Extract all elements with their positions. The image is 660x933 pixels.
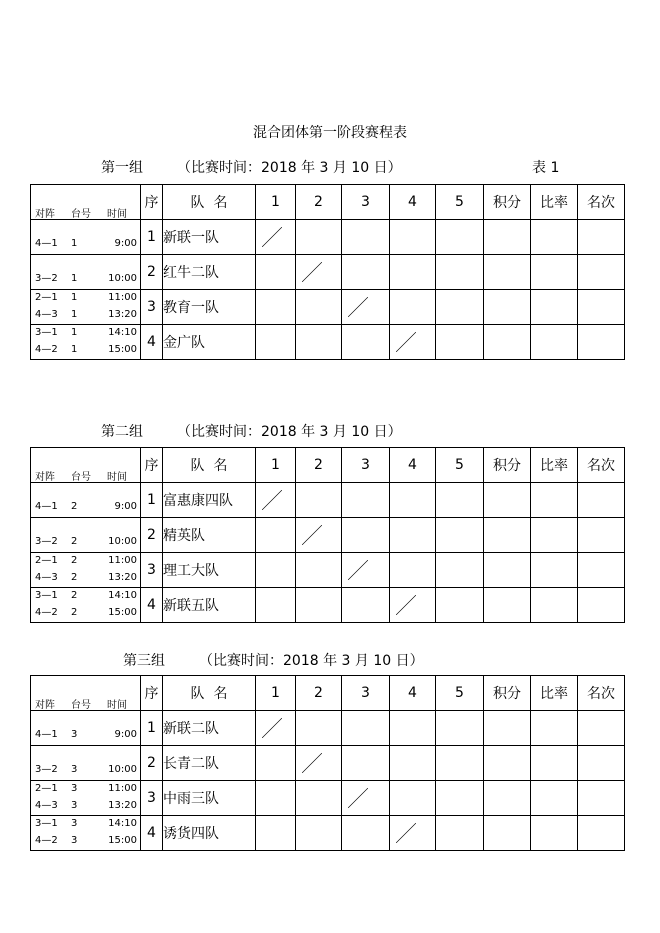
- group-3-header: [123, 650, 424, 670]
- match-line: [35, 607, 137, 618]
- match-cell: [31, 220, 141, 255]
- match-value: 10:00: [108, 273, 137, 284]
- ratio-header: 比率: [531, 448, 578, 483]
- match-value: 3—2: [35, 273, 58, 284]
- ratio-cell: [531, 483, 578, 518]
- table-row: [31, 781, 625, 816]
- match-line: [35, 238, 137, 249]
- group-2-header: [101, 421, 402, 441]
- score-cell: [390, 553, 436, 588]
- group-2-table: [30, 447, 625, 623]
- match-header-col2: 台号: [71, 472, 91, 483]
- group-1-header: [101, 157, 560, 177]
- points-header: 积分: [484, 185, 531, 220]
- match-cell: [31, 711, 141, 746]
- score-cell: [436, 746, 484, 781]
- round-header-1: 1: [256, 676, 296, 711]
- group-name: 第一组: [101, 160, 143, 176]
- self-match-diagonal: [342, 290, 390, 325]
- match-value: 15:00: [108, 835, 137, 846]
- ratio-cell: [531, 518, 578, 553]
- match-line: [35, 273, 137, 284]
- match-line: [35, 327, 137, 338]
- self-match-diagonal: [296, 746, 342, 781]
- match-value: 4—2: [35, 344, 58, 355]
- match-value: 3: [71, 783, 78, 794]
- match-header-cell: [31, 676, 141, 711]
- score-cell: [256, 746, 296, 781]
- rank-cell: [578, 483, 625, 518]
- match-line: [35, 590, 137, 601]
- seq-number: 1: [141, 220, 163, 255]
- score-cell: [436, 255, 484, 290]
- match-cell: [31, 588, 141, 623]
- ratio-header: 比率: [531, 185, 578, 220]
- match-value: 3: [71, 800, 78, 811]
- score-cell: [256, 255, 296, 290]
- points-cell: [484, 816, 531, 851]
- score-cell: [256, 518, 296, 553]
- score-cell: [436, 553, 484, 588]
- match-value: 3—1: [35, 818, 58, 829]
- match-value: 13:20: [108, 800, 137, 811]
- table-row: [31, 518, 625, 553]
- match-value: 2: [71, 572, 78, 583]
- team-header: 队 名: [163, 676, 256, 711]
- match-cell: [31, 255, 141, 290]
- team-name: 长青二队: [163, 746, 256, 781]
- match-value: 14:10: [108, 818, 137, 829]
- match-value: 3—2: [35, 536, 58, 547]
- match-cell: [31, 553, 141, 588]
- table-row: [31, 220, 625, 255]
- match-line: [35, 555, 137, 566]
- match-value: 9:00: [114, 729, 137, 740]
- ratio-cell: [531, 588, 578, 623]
- table-row: [31, 483, 625, 518]
- match-header: [35, 205, 137, 220]
- score-cell: [342, 220, 390, 255]
- score-cell: [342, 255, 390, 290]
- seq-header: 序: [141, 448, 163, 483]
- match-line: [35, 536, 137, 547]
- seq-number: 2: [141, 746, 163, 781]
- match-line: [35, 835, 137, 846]
- self-match-diagonal: [256, 220, 296, 255]
- round-header-1: 1: [256, 448, 296, 483]
- score-cell: [256, 781, 296, 816]
- match-value: 14:10: [108, 327, 137, 338]
- match-value: 4—3: [35, 572, 58, 583]
- score-cell: [296, 816, 342, 851]
- match-value: 9:00: [114, 501, 137, 512]
- match-line: [35, 764, 137, 775]
- group-time: （比赛时间：2018 年 3 月 10 日）: [177, 424, 402, 440]
- match-value: 2: [71, 501, 78, 512]
- seq-header: 序: [141, 676, 163, 711]
- match-line: [35, 344, 137, 355]
- match-value: 3—2: [35, 764, 58, 775]
- score-cell: [390, 255, 436, 290]
- points-header: 积分: [484, 448, 531, 483]
- group-name: 第二组: [101, 424, 143, 440]
- match-line: [35, 729, 137, 740]
- score-cell: [436, 220, 484, 255]
- match-value: 1: [71, 238, 78, 249]
- match-value: 10:00: [108, 536, 137, 547]
- round-header-3: 3: [342, 676, 390, 711]
- match-line: [35, 572, 137, 583]
- table-row: [31, 588, 625, 623]
- team-name: 金广队: [163, 325, 256, 360]
- team-name: 教育一队: [163, 290, 256, 325]
- match-value: 11:00: [108, 555, 137, 566]
- score-cell: [342, 746, 390, 781]
- ratio-cell: [531, 781, 578, 816]
- score-cell: [296, 553, 342, 588]
- score-cell: [296, 711, 342, 746]
- self-match-diagonal: [256, 711, 296, 746]
- seq-number: 1: [141, 711, 163, 746]
- match-header: [35, 468, 137, 483]
- score-cell: [436, 816, 484, 851]
- team-name: 理工大队: [163, 553, 256, 588]
- match-header: [35, 696, 137, 711]
- group-time: （比赛时间：2018 年 3 月 10 日）: [177, 160, 402, 176]
- match-value: 3: [71, 764, 78, 775]
- score-cell: [390, 781, 436, 816]
- score-cell: [436, 483, 484, 518]
- match-cell: [31, 518, 141, 553]
- points-cell: [484, 746, 531, 781]
- match-header-col2: 台号: [71, 700, 91, 711]
- score-cell: [390, 518, 436, 553]
- round-header-5: 5: [436, 676, 484, 711]
- rank-cell: [578, 255, 625, 290]
- match-cell: [31, 816, 141, 851]
- team-name: 红牛二队: [163, 255, 256, 290]
- score-cell: [296, 220, 342, 255]
- round-header-2: 2: [296, 185, 342, 220]
- score-cell: [436, 588, 484, 623]
- score-cell: [256, 816, 296, 851]
- rank-cell: [578, 220, 625, 255]
- rank-header: 名次: [578, 185, 625, 220]
- table-row: [31, 746, 625, 781]
- match-value: 13:20: [108, 309, 137, 320]
- match-cell: [31, 483, 141, 518]
- seq-number: 4: [141, 325, 163, 360]
- team-name: 中雨三队: [163, 781, 256, 816]
- group-1-table: [30, 184, 625, 360]
- team-name: 新联二队: [163, 711, 256, 746]
- seq-number: 2: [141, 255, 163, 290]
- rank-cell: [578, 325, 625, 360]
- seq-number: 3: [141, 290, 163, 325]
- team-name: 富惠康四队: [163, 483, 256, 518]
- match-value: 3: [71, 818, 78, 829]
- self-match-diagonal: [296, 255, 342, 290]
- match-value: 10:00: [108, 764, 137, 775]
- seq-number: 3: [141, 553, 163, 588]
- match-header-col3: 时间: [107, 209, 127, 220]
- score-cell: [342, 816, 390, 851]
- match-value: 2—1: [35, 783, 58, 794]
- match-value: 14:10: [108, 590, 137, 601]
- header-row: [31, 676, 625, 711]
- ratio-cell: [531, 290, 578, 325]
- seq-number: 4: [141, 816, 163, 851]
- score-cell: [390, 290, 436, 325]
- rank-header: 名次: [578, 448, 625, 483]
- match-value: 1: [71, 327, 78, 338]
- round-header-4: 4: [390, 185, 436, 220]
- match-value: 2—1: [35, 292, 58, 303]
- round-header-5: 5: [436, 185, 484, 220]
- match-value: 11:00: [108, 292, 137, 303]
- rank-cell: [578, 746, 625, 781]
- self-match-diagonal: [390, 588, 436, 623]
- header-row: [31, 185, 625, 220]
- page-title: 混合团体第一阶段赛程表: [253, 125, 407, 141]
- match-value: 15:00: [108, 344, 137, 355]
- rank-cell: [578, 588, 625, 623]
- ratio-header: 比率: [531, 676, 578, 711]
- match-line: [35, 818, 137, 829]
- match-value: 3—1: [35, 590, 58, 601]
- match-header-col2: 台号: [71, 209, 91, 220]
- ratio-cell: [531, 553, 578, 588]
- match-line: [35, 783, 137, 794]
- match-header-col3: 时间: [107, 700, 127, 711]
- match-value: 1: [71, 273, 78, 284]
- seq-header: 序: [141, 185, 163, 220]
- score-cell: [436, 711, 484, 746]
- match-line: [35, 309, 137, 320]
- match-value: 4—2: [35, 607, 58, 618]
- round-header-5: 5: [436, 448, 484, 483]
- seq-number: 4: [141, 588, 163, 623]
- match-header-cell: [31, 448, 141, 483]
- ratio-cell: [531, 220, 578, 255]
- match-value: 3—1: [35, 327, 58, 338]
- table-row: [31, 816, 625, 851]
- header-row: [31, 448, 625, 483]
- match-value: 4—3: [35, 309, 58, 320]
- score-cell: [256, 588, 296, 623]
- rank-cell: [578, 781, 625, 816]
- team-header: 队 名: [163, 448, 256, 483]
- match-value: 4—1: [35, 729, 58, 740]
- score-cell: [296, 483, 342, 518]
- rank-cell: [578, 711, 625, 746]
- self-match-diagonal: [296, 518, 342, 553]
- self-match-diagonal: [390, 816, 436, 851]
- rank-cell: [578, 816, 625, 851]
- match-line: [35, 292, 137, 303]
- match-header-cell: [31, 185, 141, 220]
- seq-number: 1: [141, 483, 163, 518]
- round-header-2: 2: [296, 676, 342, 711]
- rank-header: 名次: [578, 676, 625, 711]
- match-value: 13:20: [108, 572, 137, 583]
- score-cell: [296, 290, 342, 325]
- table-row: [31, 255, 625, 290]
- match-cell: [31, 325, 141, 360]
- match-line: [35, 501, 137, 512]
- table-row: [31, 290, 625, 325]
- score-cell: [342, 325, 390, 360]
- score-cell: [436, 290, 484, 325]
- match-value: 1: [71, 292, 78, 303]
- score-cell: [256, 553, 296, 588]
- match-value: 2: [71, 590, 78, 601]
- score-cell: [256, 325, 296, 360]
- group-3-table: [30, 675, 625, 851]
- round-header-4: 4: [390, 676, 436, 711]
- match-value: 4—2: [35, 835, 58, 846]
- score-cell: [296, 781, 342, 816]
- score-cell: [296, 588, 342, 623]
- table-row: [31, 325, 625, 360]
- round-header-1: 1: [256, 185, 296, 220]
- ratio-cell: [531, 746, 578, 781]
- round-header-3: 3: [342, 185, 390, 220]
- match-header-col1: 对阵: [35, 472, 55, 483]
- self-match-diagonal: [256, 483, 296, 518]
- points-header: 积分: [484, 676, 531, 711]
- points-cell: [484, 220, 531, 255]
- group-name: 第三组: [123, 653, 165, 669]
- score-cell: [296, 325, 342, 360]
- round-header-4: 4: [390, 448, 436, 483]
- match-value: 2: [71, 607, 78, 618]
- ratio-cell: [531, 255, 578, 290]
- points-cell: [484, 290, 531, 325]
- team-name: 新联五队: [163, 588, 256, 623]
- seq-number: 2: [141, 518, 163, 553]
- match-value: 15:00: [108, 607, 137, 618]
- points-cell: [484, 255, 531, 290]
- rank-cell: [578, 553, 625, 588]
- self-match-diagonal: [342, 781, 390, 816]
- match-value: 4—1: [35, 501, 58, 512]
- score-cell: [436, 518, 484, 553]
- match-cell: [31, 746, 141, 781]
- team-header: 队 名: [163, 185, 256, 220]
- table-row: [31, 553, 625, 588]
- match-value: 4—3: [35, 800, 58, 811]
- match-value: 3: [71, 729, 78, 740]
- table-row: [31, 711, 625, 746]
- seq-number: 3: [141, 781, 163, 816]
- match-value: 4—1: [35, 238, 58, 249]
- points-cell: [484, 518, 531, 553]
- rank-cell: [578, 290, 625, 325]
- team-name: 精英队: [163, 518, 256, 553]
- score-cell: [436, 325, 484, 360]
- score-cell: [436, 781, 484, 816]
- match-line: [35, 800, 137, 811]
- match-value: 11:00: [108, 783, 137, 794]
- table-tag: 表 1: [532, 160, 560, 176]
- self-match-diagonal: [342, 553, 390, 588]
- match-value: 9:00: [114, 238, 137, 249]
- match-header-col3: 时间: [107, 472, 127, 483]
- match-value: 3: [71, 835, 78, 846]
- match-value: 2: [71, 555, 78, 566]
- points-cell: [484, 781, 531, 816]
- match-value: 1: [71, 309, 78, 320]
- score-cell: [342, 518, 390, 553]
- points-cell: [484, 588, 531, 623]
- match-value: 2—1: [35, 555, 58, 566]
- team-name: 诱货四队: [163, 816, 256, 851]
- match-cell: [31, 290, 141, 325]
- score-cell: [390, 746, 436, 781]
- round-header-2: 2: [296, 448, 342, 483]
- team-name: 新联一队: [163, 220, 256, 255]
- match-cell: [31, 781, 141, 816]
- ratio-cell: [531, 816, 578, 851]
- points-cell: [484, 553, 531, 588]
- match-header-col1: 对阵: [35, 209, 55, 220]
- group-time: （比赛时间：2018 年 3 月 10 日）: [199, 653, 424, 669]
- points-cell: [484, 711, 531, 746]
- score-cell: [342, 588, 390, 623]
- score-cell: [342, 483, 390, 518]
- score-cell: [390, 711, 436, 746]
- rank-cell: [578, 518, 625, 553]
- score-cell: [342, 711, 390, 746]
- points-cell: [484, 483, 531, 518]
- ratio-cell: [531, 711, 578, 746]
- score-cell: [390, 220, 436, 255]
- points-cell: [484, 325, 531, 360]
- round-header-3: 3: [342, 448, 390, 483]
- ratio-cell: [531, 325, 578, 360]
- score-cell: [256, 290, 296, 325]
- match-value: 1: [71, 344, 78, 355]
- self-match-diagonal: [390, 325, 436, 360]
- score-cell: [390, 483, 436, 518]
- match-value: 2: [71, 536, 78, 547]
- match-header-col1: 对阵: [35, 700, 55, 711]
